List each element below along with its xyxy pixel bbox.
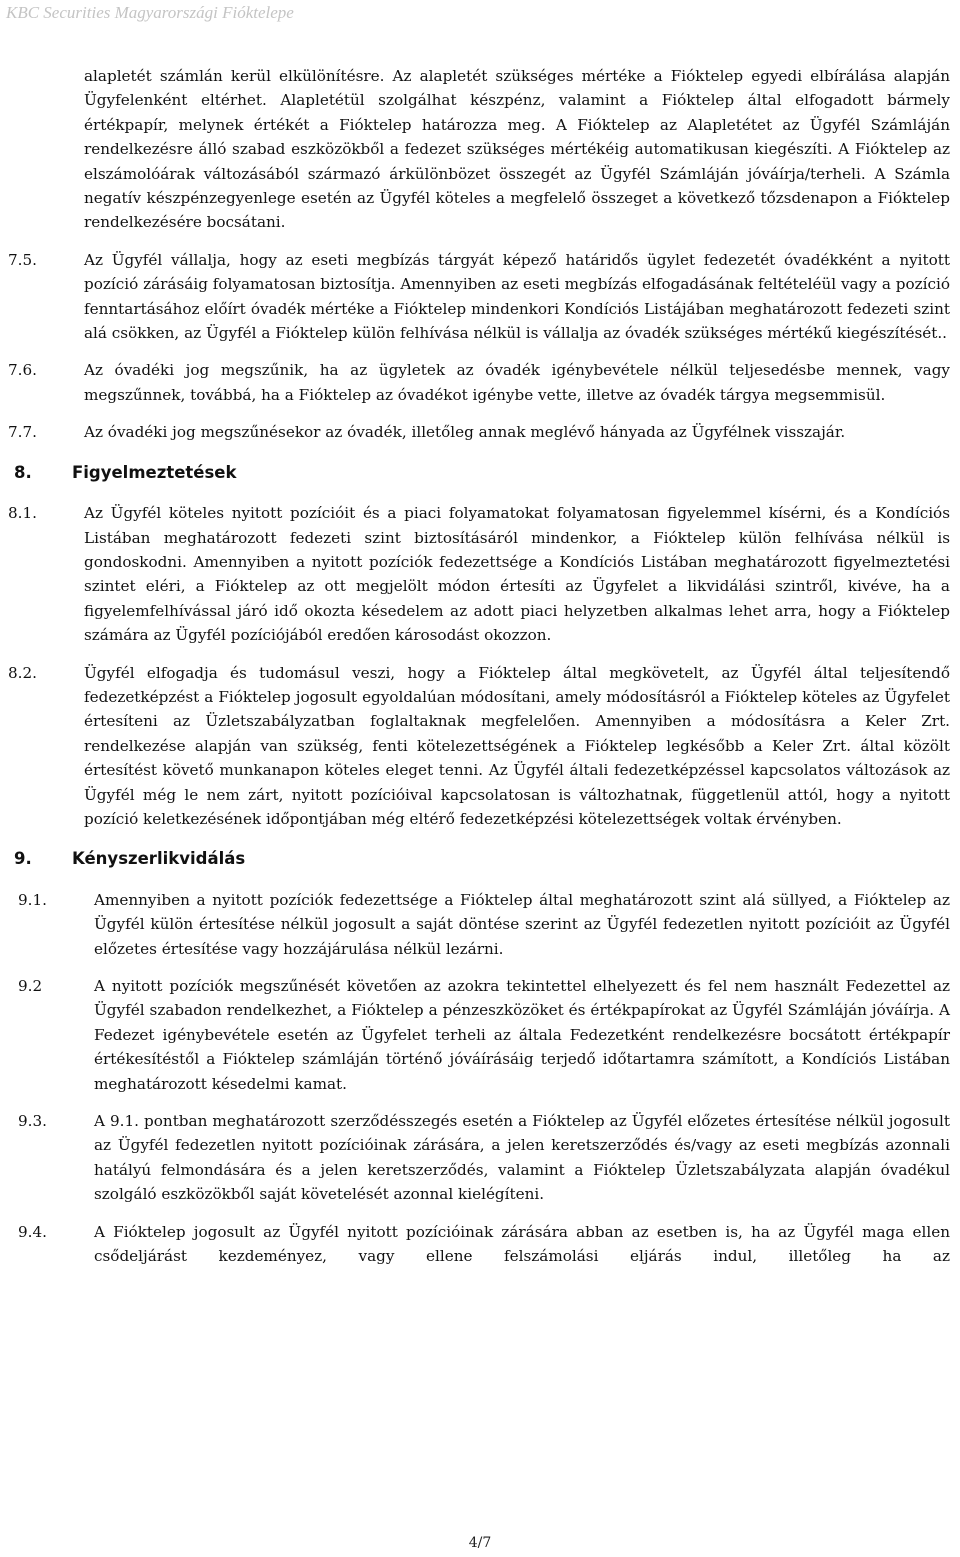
section-number: 8.1. — [8, 504, 37, 523]
section-number: 7.7. — [8, 423, 37, 442]
document-body — [8, 64, 950, 1268]
section-8-2 — [8, 661, 950, 832]
section-text: Ügyfél elfogadja és tudomásul veszi, hogy a Fióktelep által megkövetelt, az Ügyfél által teljesítendő fedezetképzést a Fióktelep jogosult egyoldalúan módosítani, amely módosításról a Fióktelep köteles az Ügyfelet értesíteni az Üzletszabályzatban foglaltaknak megfelelően. Amennyiben a módosításra a Keler Zrt. rendelkezése alapján van szükség, fenti kötelezettségének a Fióktelep legkésőbb a Keler Zrt. által közölt értesítést követő munkanapon köteles eleget tenni. Az Ügyfél általi fedezetképzéssel kapcsolatos változások az Ügyfél még le nem zárt, nyitott pozícióival kapcsolatosan is változhatnak, függetlenül attól, hogy a nyitott pozíció keletkezésének időpontjában még eltérő fedezetképzési kötelezettségek voltak érvényben. — [84, 663, 950, 828]
section-number: 9.2 — [18, 977, 43, 995]
heading-number: 8. — [14, 462, 32, 482]
section-text: A Fióktelep jogosult az Ügyfél nyitott pozícióinak zárására abban az esetben is, ha az Ügyfél maga ellen csődeljárást kezdeményez, vagy ellene felszámolási eljárás indul, illetőleg ha az — [94, 1222, 950, 1266]
section-text: Az óvadéki jog megszűnik, ha az ügyletek az óvadék igénybevétele nélkül teljesedésbe mennek, vagy megszűnnek, továbbá, ha a Fióktelep az óvadékot igénybe vette, illetve az óvadék tárgya megsemmisül. — [84, 361, 950, 404]
section-7-7 — [8, 420, 950, 444]
section-8-1 — [8, 501, 950, 647]
heading-title: Kényszerlikvidálás — [72, 849, 246, 869]
section-text: Amennyiben a nyitott pozíciók fedezettsége a Fióktelep által meghatározott szint alá süllyed, a Fióktelep az Ügyfél külön értesítése nélkül jogosult a saját döntése szerint az Ügyfél fedezetlen nyitott pozícióit az Ügyfél előzetes értesítése vagy hozzájárulása nélkül lezárni. — [94, 890, 950, 958]
heading-8 — [14, 461, 950, 485]
section-text: A nyitott pozíciók megszűnését követően az azokra tekintettel elhelyezett és fel nem használt Fedezettel az Ügyfél szabadon rendelkezhet, a Fióktelep a pénzeszközöket és értékpapírokat az Ügyfél Számláján jóváírja. A Fedezet igénybevétele esetén az Ügyfelet terheli az általa Fedezetként rendelkezésre bocsátott értékpapír értékesítéstől a Fióktelep számláján történő jóváírásáig terjedő időtartamra számított, a Kondíciós Listában meghatározott késedelmi kamat. — [94, 977, 950, 1093]
page-number: 4/7 — [468, 1535, 492, 1551]
heading-number: 9. — [14, 849, 32, 869]
section-9-1 — [18, 888, 950, 961]
section-number: 8.2. — [8, 663, 37, 682]
intro-paragraph: alapletét számlán kerül elkülönítésre. Az alapletét szükséges mértéke a Fióktelep egyedi elbírálása alapján Ügyfelenként eltérhet. Alapletétül szolgálhat készpénz, valamint a Fióktelep által elfogadott bármely értékpapír, melynek értékét a Fióktelep határozza meg. A Fióktelep az Alapletétet az Ügyfél Számláján rendelkezésre álló szabad eszközökből a fedezet szükséges mértékéig automatikusan kiegészíti. A Fióktelep az elszámolóárak változásából származó árkülönbözet összegét az Ügyfél Számláján jóváírja/terheli. A Számla negatív készpénzegyenlege esetén az Ügyfél köteles a megfelelő összeget a következő tőzsdenapon a Fióktelep rendelkezésére bocsátani. — [84, 67, 950, 232]
heading-9 — [14, 847, 950, 871]
section-number: 9.3. — [18, 1112, 47, 1131]
watermark-header: KBC Securities Magyarországi Fióktelepe — [6, 3, 294, 22]
section-7-6 — [8, 358, 950, 407]
section-number: 9.4. — [18, 1222, 47, 1241]
section-number: 9.1. — [18, 890, 47, 909]
section-9-3 — [18, 1109, 950, 1207]
section-9-2 — [18, 974, 950, 1096]
section-text: A 9.1. pontban meghatározott szerződésszegés esetén a Fióktelep az Ügyfél előzetes értesítése nélkül jogosult az Ügyfél fedezetlen nyitott pozícióinak zárására, a jelen keretszerződés és/vagy az eseti megbízás azonnali hatályú felmondására és a jelen keretszerződés, valamint a Fióktelep Üzletszabályzata alapján óvadékul szolgáló eszközökből saját követelését azonnal kielégíteni. — [94, 1112, 950, 1204]
section-number: 7.5. — [8, 250, 37, 269]
section-9-4 — [18, 1220, 950, 1269]
heading-title: Figyelmeztetések — [72, 462, 237, 482]
section-text: Az Ügyfél vállalja, hogy az eseti megbízás tárgyát képező határidős ügylet fedezetét óvadékként a nyitott pozíció zárásáig folyamatosan biztosítja. Amennyiben az eseti megbízás elfogadásának feltételéül vagy a pozíció fenntartásához előírt óvadék mértéke a Fióktelep mindenkori Kondíciós Listájában meghatározott fedezeti szint alá csökken, az Ügyfél a Fióktelep külön felhívása nélkül is vállalja az óvadék szükséges mértékű kiegészítését.. — [84, 250, 950, 343]
section-text: Az Ügyfél köteles nyitott pozícióit és a piaci folyamatokat folyamatosan figyelemmel kísérni, és a Kondíciós Listában meghatározott fedezeti szint biztosításáról mindenkor, a Fióktelep külön felhívása nélkül is gondoskodni. Amennyiben a nyitott pozíciók fedezettsége a Kondíciós Listában meghatározott figyelmeztetési szintet eléri, a Fióktelep az ott megjelölt módon értesíti az Ügyfelet a likvidálási szintről, kivéve, ha a figyelemfelhívással járó idő okozta késedelem az adott piaci helyzetben alkalmas lehet arra, hogy a Fióktelep számára az Ügyfél pozíciójából eredően károsodást okozzon. — [84, 504, 950, 645]
section-text: Az óvadéki jog megszűnésekor az óvadék, illetőleg annak meglévő hányada az Ügyfélnek visszajár. — [84, 423, 846, 442]
section-7-5 — [8, 248, 950, 346]
section-number: 7.6. — [8, 361, 37, 380]
